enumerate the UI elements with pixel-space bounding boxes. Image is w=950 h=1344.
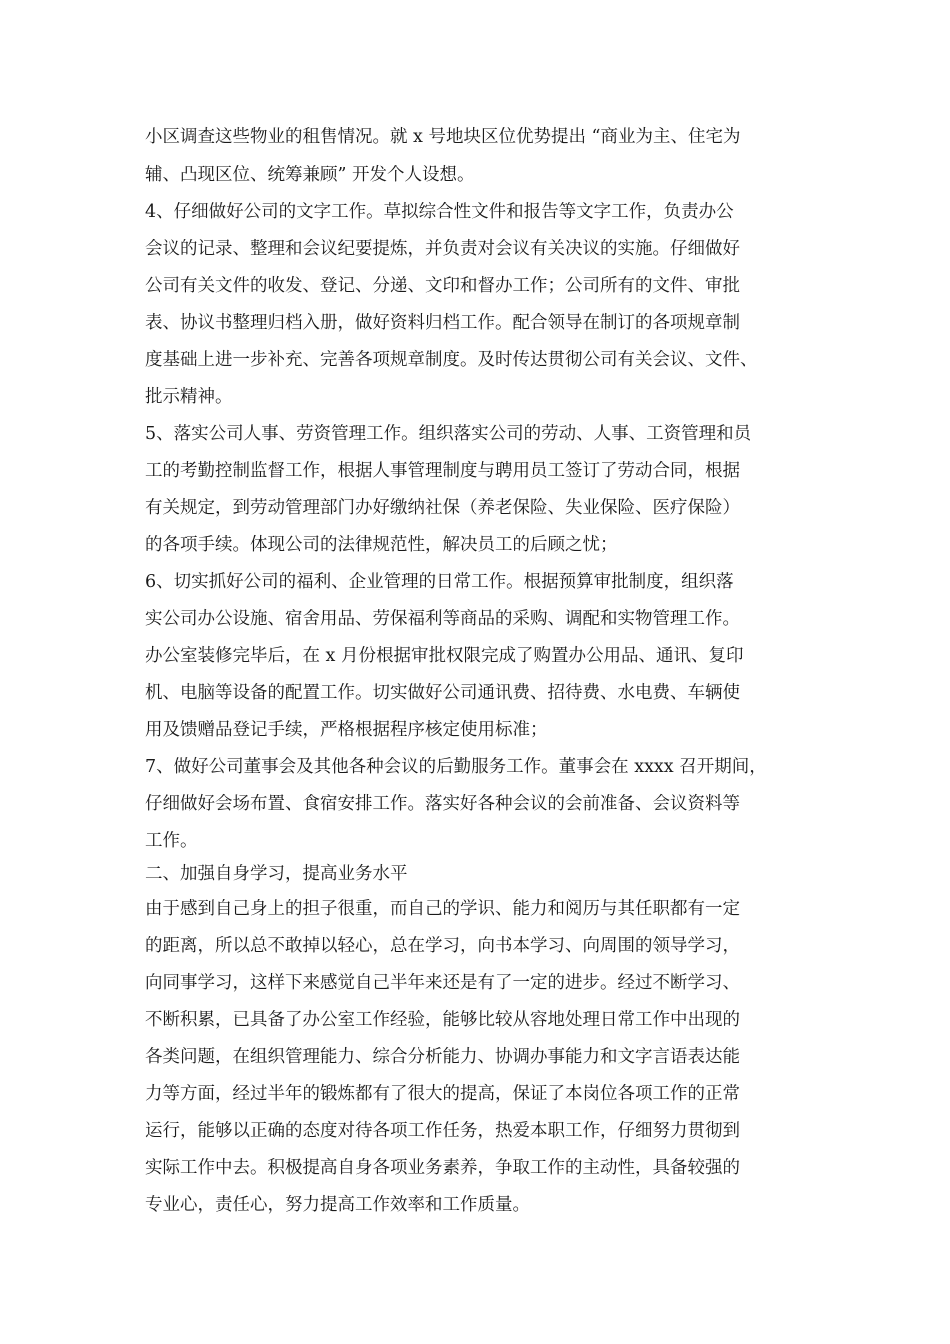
text-line: 的距离，所以总不敢掉以轻心，总在学习，向书本学习、向周围的领导学习， xyxy=(145,936,740,956)
text-line: 4、仔细做好公司的文字工作。草拟综合性文件和报告等文字工作，负责办公 xyxy=(145,202,734,222)
text-line: 5、落实公司人事、劳资管理工作。组织落实公司的劳动、人事、工资管理和员 xyxy=(145,424,752,444)
text-line: 用及馈赠品登记手续，严格根据程序核定使用标准； xyxy=(145,720,548,740)
text-line: 会议的记录、整理和会议纪要提炼，并负责对会议有关决议的实施。仔细做好 xyxy=(145,239,740,259)
text-line: 6、切实抓好公司的福利、企业管理的日常工作。根据预算审批制度，组织落 xyxy=(145,572,734,592)
text-line: 办公室装修完毕后，在 x 月份根据审批权限完成了购置办公用品、通讯、复印 xyxy=(145,646,744,666)
text-line: 表、协议书整理归档入册，做好资料归档工作。配合领导在制订的各项规章制 xyxy=(145,313,740,333)
text-line: 的各项手续。体现公司的法律规范性，解决员工的后顾之忧； xyxy=(145,535,618,555)
text-line: 各类问题，在组织管理能力、综合分析能力、协调办事能力和文字言语表达能 xyxy=(145,1047,740,1067)
text-line: 公司有关文件的收发、登记、分递、文印和督办工作；公司所有的文件、审批 xyxy=(145,276,740,296)
text-line: 运行，能够以正确的态度对待各项工作任务，热爱本职工作，仔细努力贯彻到 xyxy=(145,1121,740,1141)
text-line: 不断积累，已具备了办公室工作经验，能够比较从容地处理日常工作中出现的 xyxy=(145,1010,740,1030)
text-line: 工作。 xyxy=(145,831,198,851)
text-line: 度基础上进一步补充、完善各项规章制度。及时传达贯彻公司有关会议、文件、 xyxy=(145,350,758,370)
text-line: 仔细做好会场布置、食宿安排工作。落实好各种会议的会前准备、会议资料等 xyxy=(145,794,740,814)
text-line: 向同事学习，这样下来感觉自己半年来还是有了一定的进步。经过不断学习、 xyxy=(145,973,740,993)
text-line: 小区调查这些物业的租售情况。就 x 号地块区位优势提出 “商业为主、住宅为 xyxy=(145,127,741,147)
text-line: 辅、凸现区位、统筹兼顾” 开发个人设想。 xyxy=(145,165,475,185)
text-line: 7、做好公司董事会及其他各种会议的后勤服务工作。董事会在 xxxx 召开期间， xyxy=(145,757,767,777)
text-line: 力等方面，经过半年的锻炼都有了很大的提高，保证了本岗位各项工作的正常 xyxy=(145,1084,740,1104)
text-line: 专业心，责任心，努力提高工作效率和工作质量。 xyxy=(145,1195,530,1215)
text-line: 由于感到自己身上的担子很重，而自己的学识、能力和阅历与其任职都有一定 xyxy=(145,899,740,919)
text-line: 批示精神。 xyxy=(145,387,233,407)
text-line: 实公司办公设施、宿舍用品、劳保福利等商品的采购、调配和实物管理工作。 xyxy=(145,609,740,629)
section-heading: 二、加强自身学习，提高业务水平 xyxy=(145,864,408,884)
text-line: 工的考勤控制监督工作，根据人事管理制度与聘用员工签订了劳动合同，根据 xyxy=(145,461,740,481)
text-line: 机、电脑等设备的配置工作。切实做好公司通讯费、招待费、水电费、车辆使 xyxy=(145,683,740,703)
text-line: 实际工作中去。积极提高自身各项业务素养，争取工作的主动性，具备较强的 xyxy=(145,1158,740,1178)
text-line: 有关规定，到劳动管理部门办好缴纳社保（养老保险、失业保险、医疗保险） xyxy=(145,498,740,518)
